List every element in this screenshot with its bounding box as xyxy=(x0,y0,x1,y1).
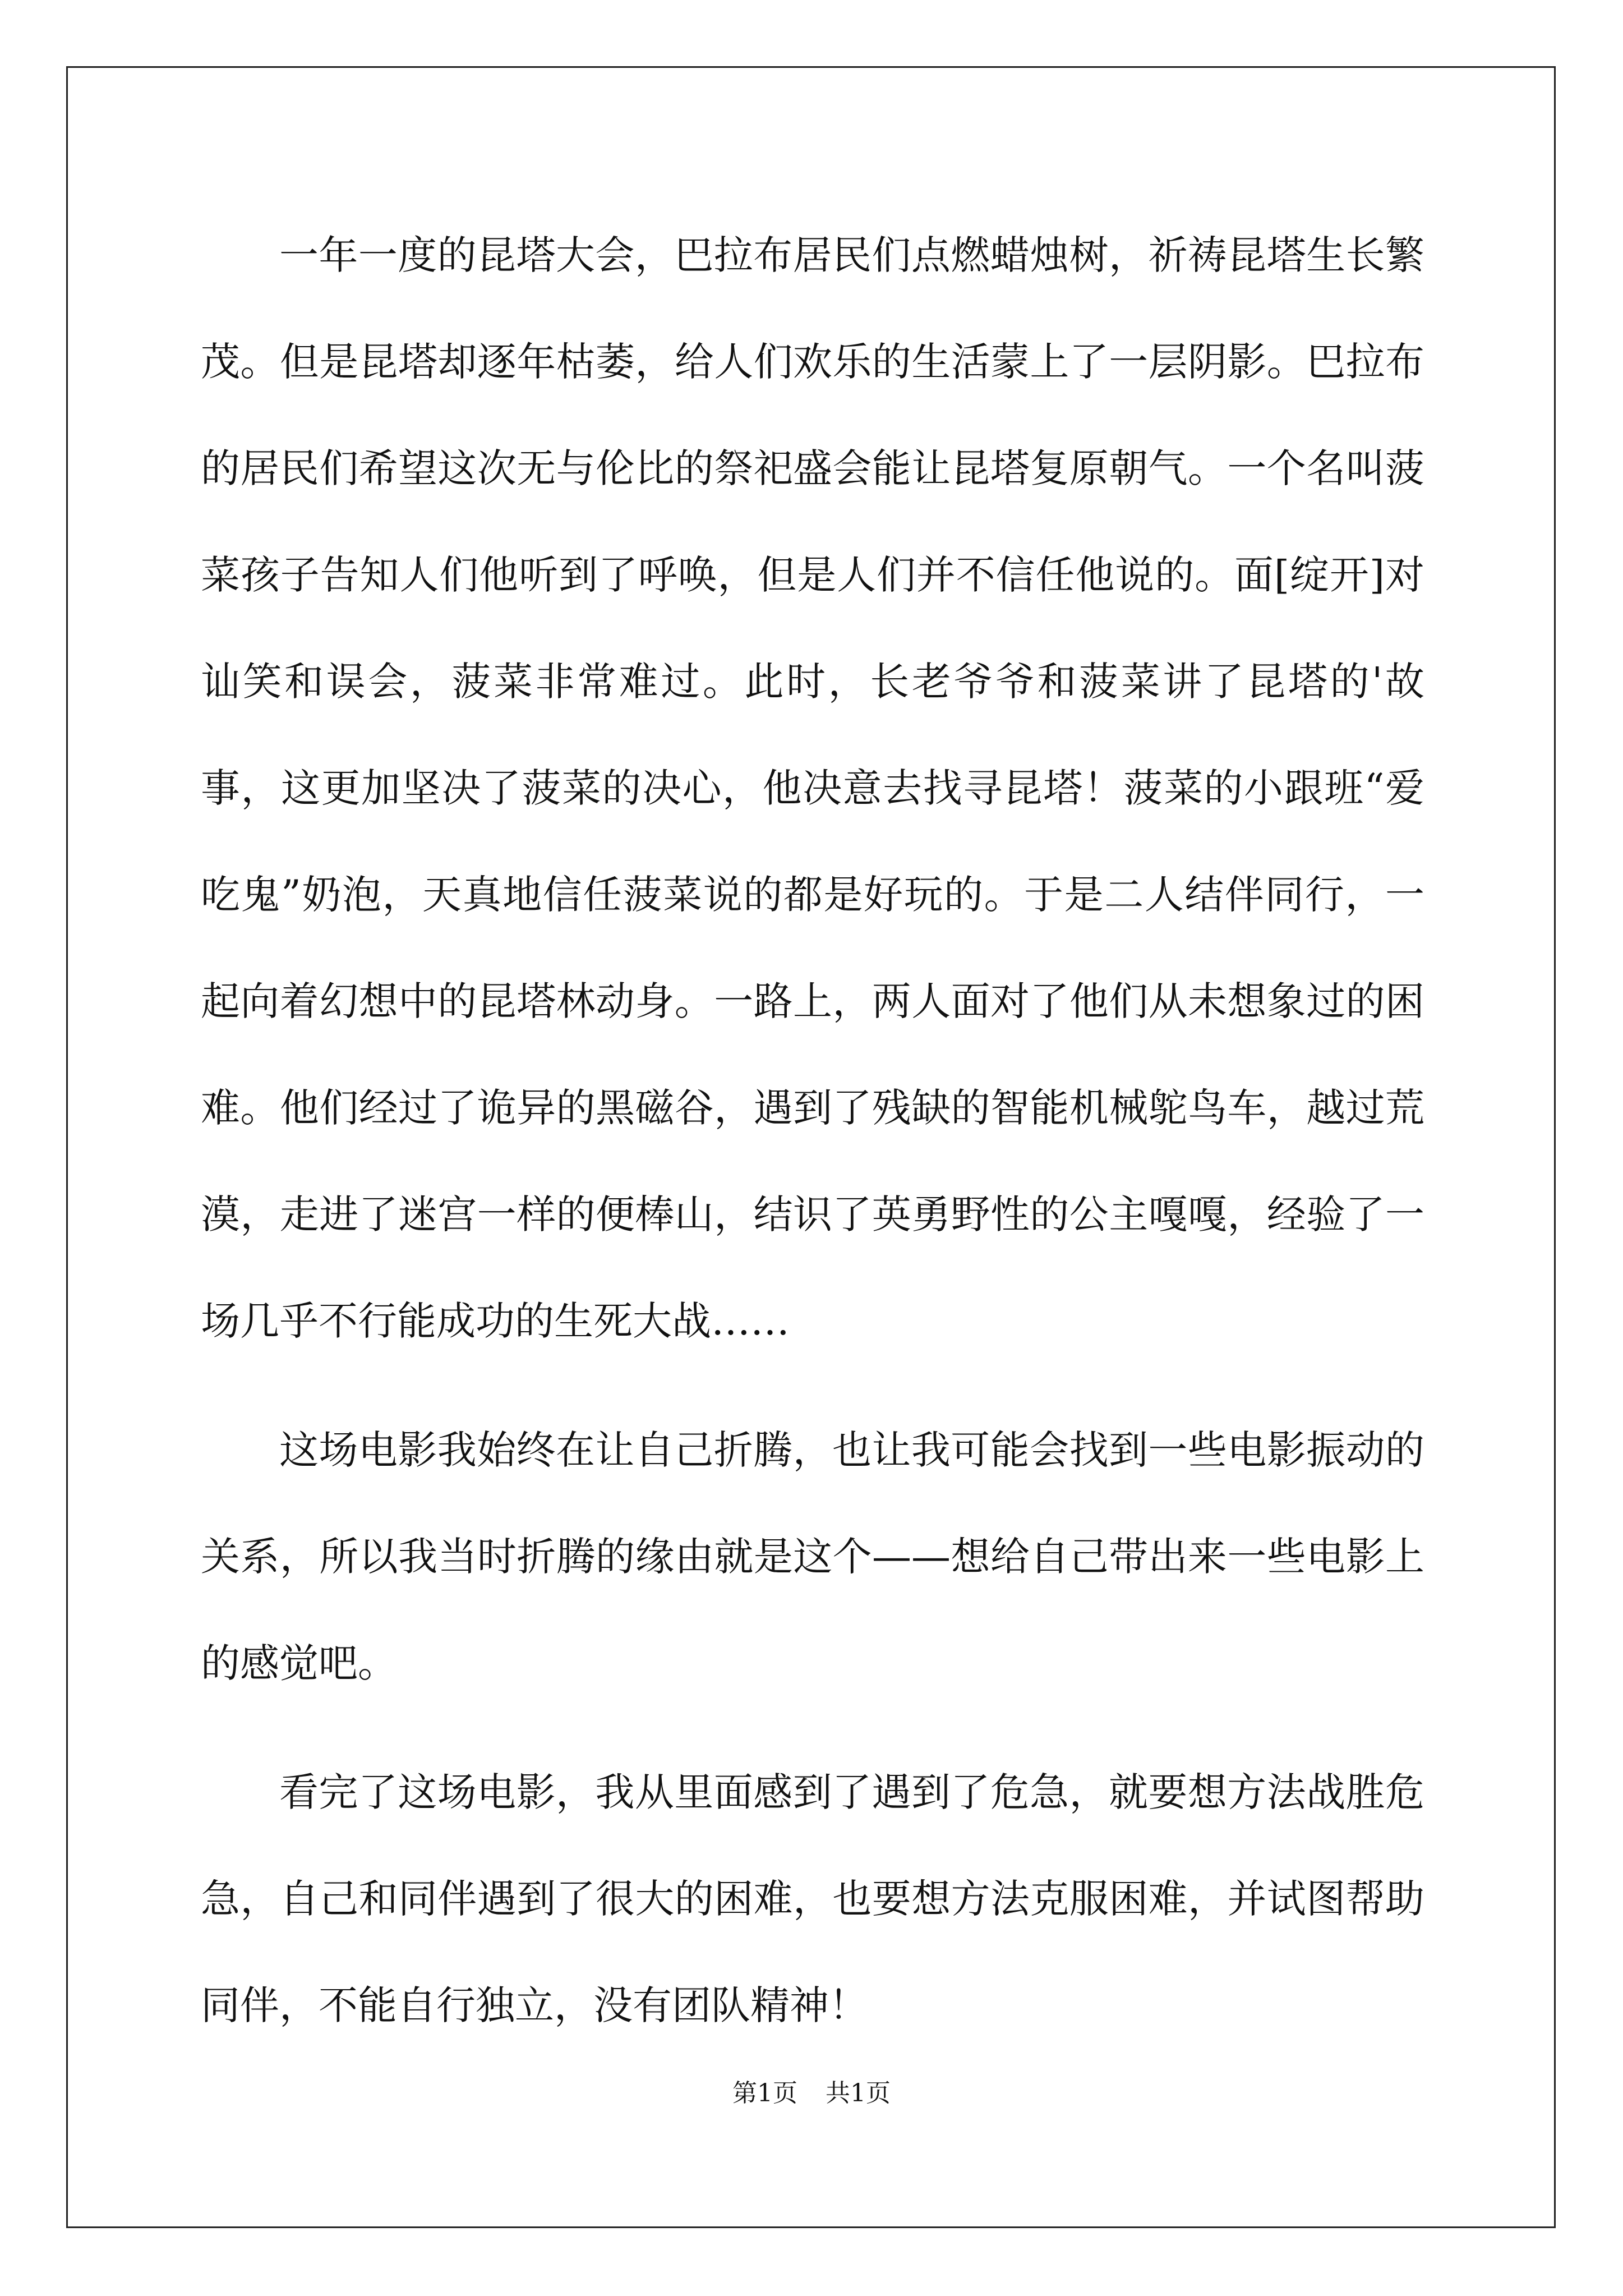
page-total: 共1页 xyxy=(826,2079,891,2108)
page-number: 第1页 xyxy=(732,2079,797,2108)
paragraph-1: 一年一度的昆塔大会，巴拉布居民们点燃蜡烛树，祈祷昆塔生长繁茂。但是昆塔却逐年枯萎，给人们欢乐的生活蒙上了一层阴影。巴拉布的居民们希望这次无与伦比的祭祀盛会能让昆塔复原朝气。一个名叫菠菜孩子告知人们他听到了呼唤，但是人们并不信任他说的。面[绽开]对讪笑和误会，菠菜非常难过。此时，长老爷爷和菠菜讲了昆塔的'故事，这更加坚决了菠菜的决心，他决意去找寻昆塔！菠菜的小跟班“爱吃鬼”奶泡，天真地信任菠菜说的都是好玩的。于是二人结伴同行，一起向着幻想中的昆塔林动身。一路上，两人面对了他们从未想象过的困难。他们经过了诡异的黑磁谷，遇到了残缺的智能机械鸵鸟车，越过荒漠，走进了迷宫一样的便棒山，结识了英勇野性的公主嘎嘎，经验了一场几乎不行能成功的生死大战…… xyxy=(201,232,1424,1344)
paragraph-2: 这场电影我始终在让自己折腾，也让我可能会找到一些电影振动的关系，所以我当时折腾的缘由就是这个——想给自己带出来一些电影上的感觉吧。 xyxy=(201,1427,1424,1686)
page-footer xyxy=(0,2077,1623,2110)
paragraph-3: 看完了这场电影，我从里面感到了遇到了危急，就要想方法战胜危急，自己和同伴遇到了很大的困难，也要想方法克服困难，并试图帮助同伴，不能自行独立，没有团队精神！ xyxy=(201,1769,1424,2028)
document-body xyxy=(201,202,1424,2059)
